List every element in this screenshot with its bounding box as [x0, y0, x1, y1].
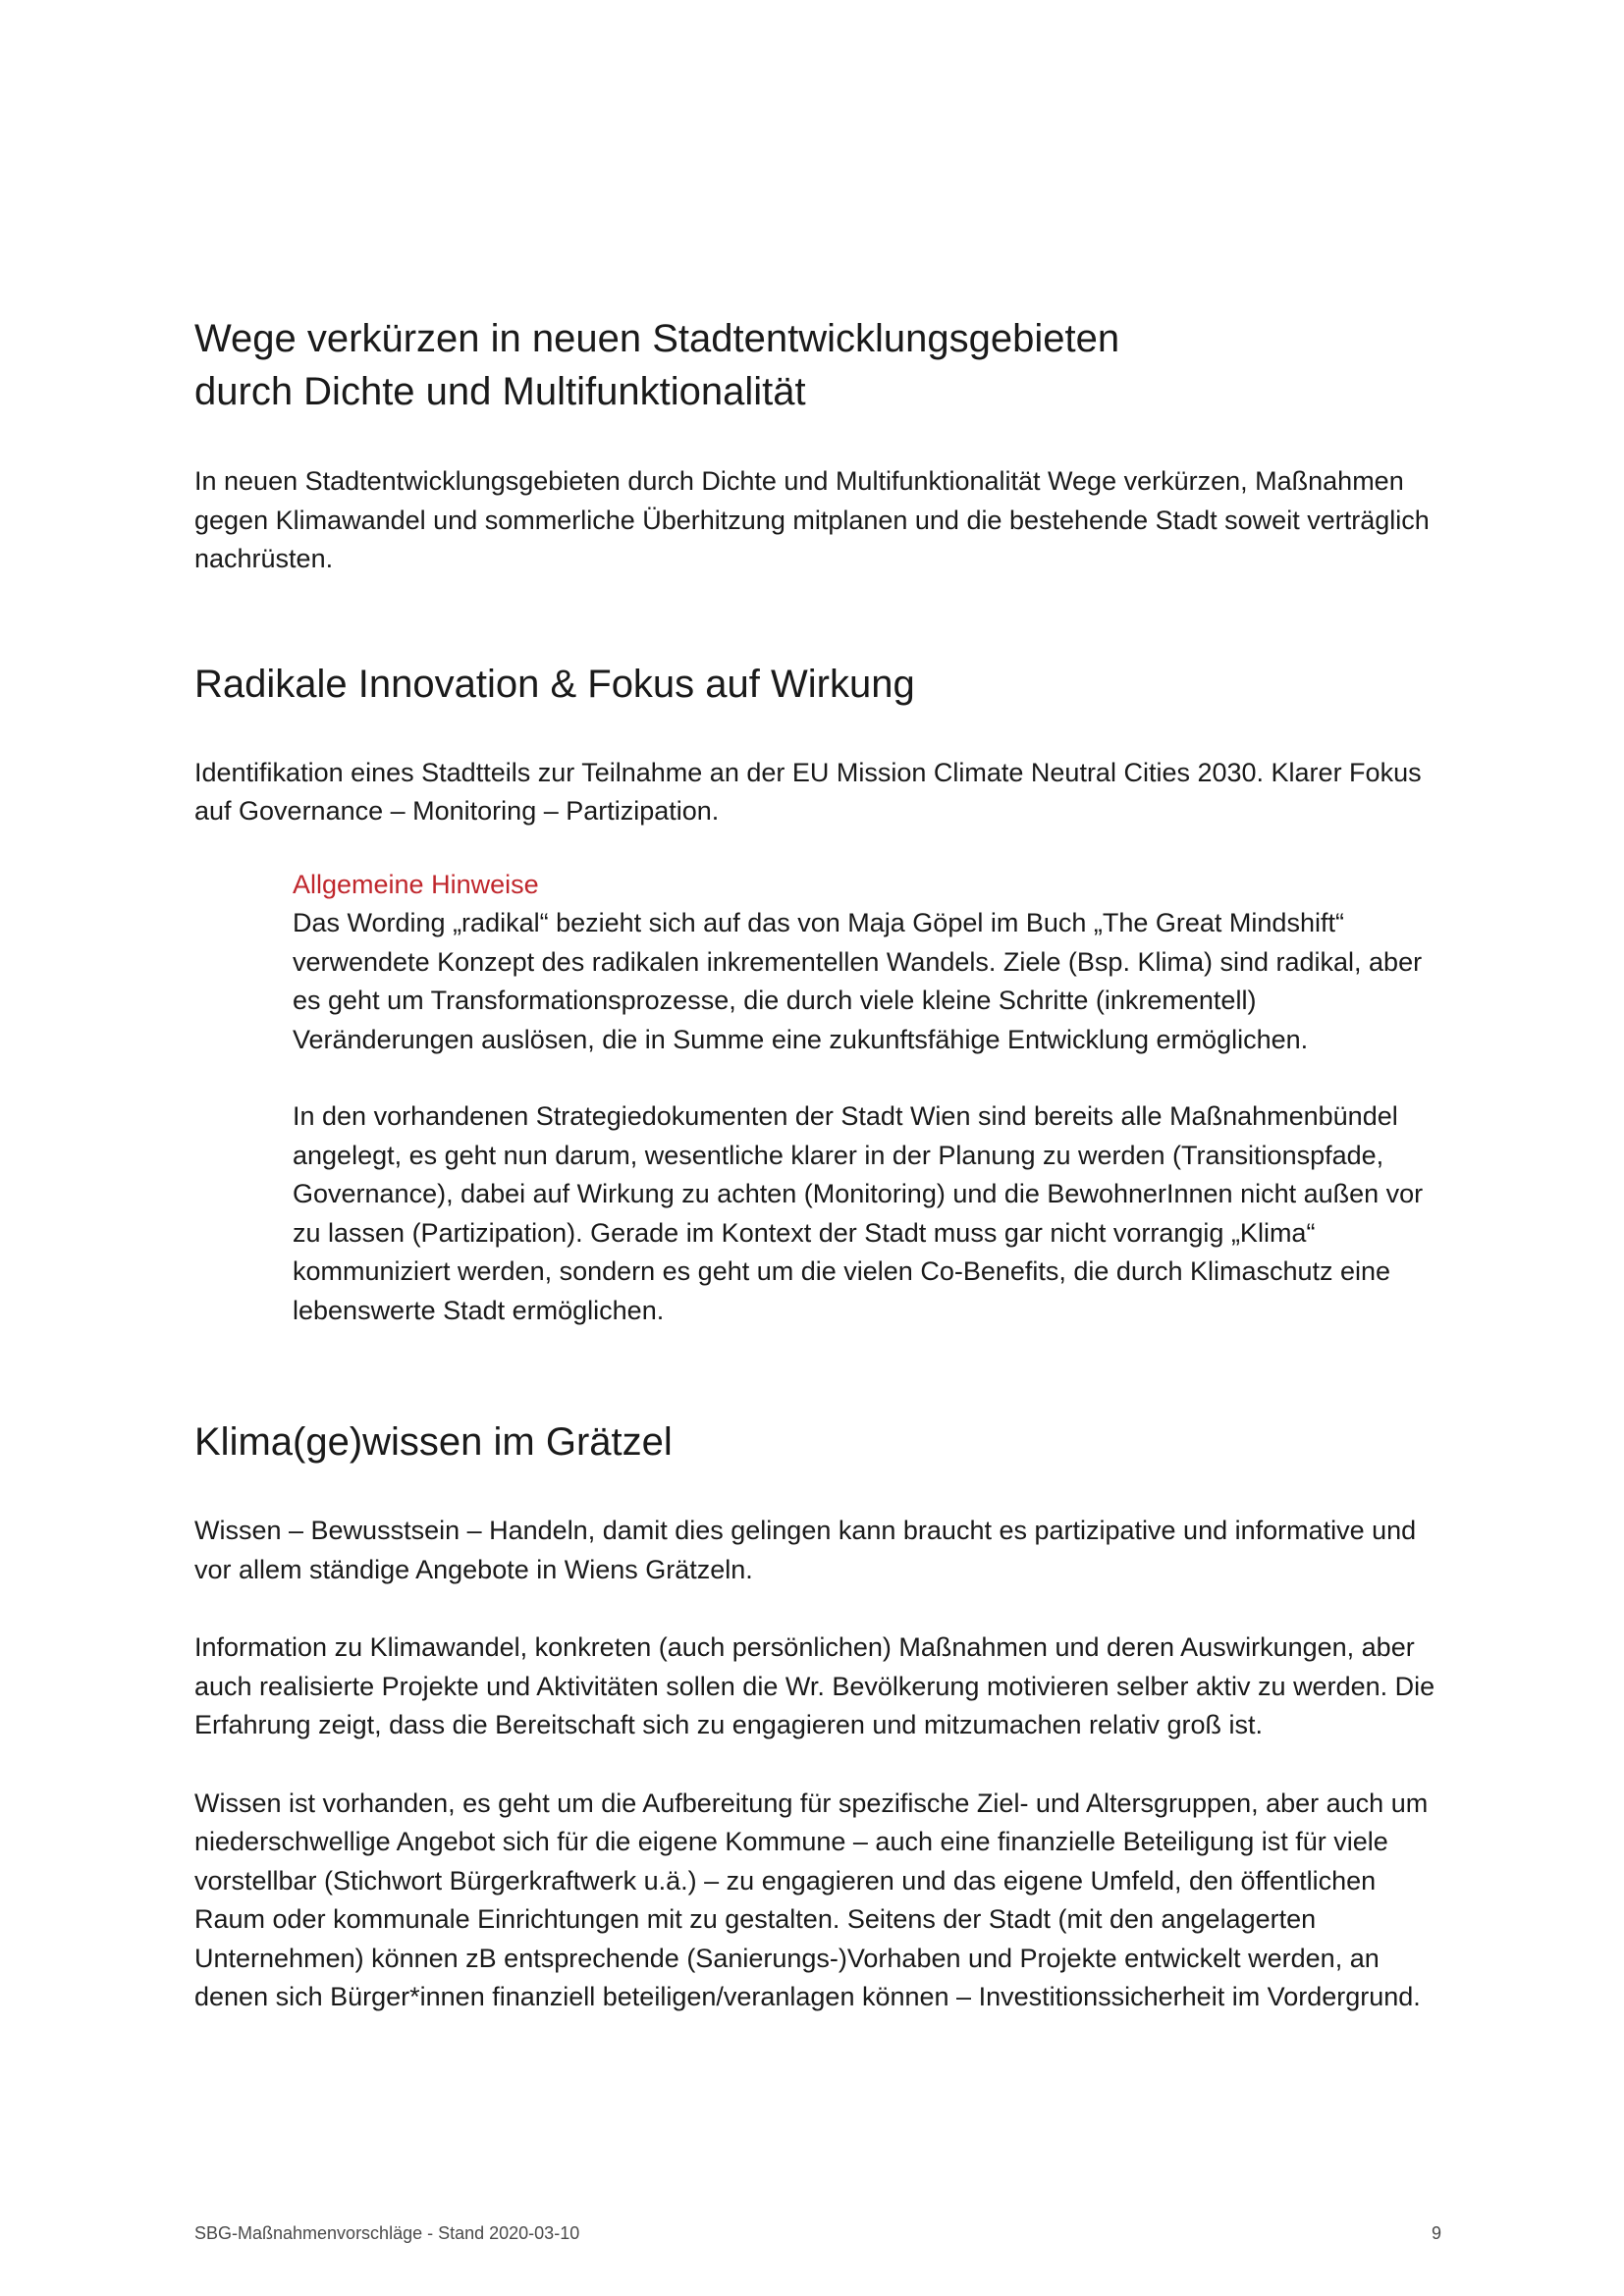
general-notes-paragraph-2: In den vorhandenen Strategiedokumenten der Stadt Wien sind bereits alle Maßnahmenbündel angelegt, es geht nun darum, wesentliche klarer in der Planung zu werden (Transitionspfade, Governance), dabei auf Wirkung zu achten (Monitoring) und die BewohnerInnen nicht außen vor zu lassen (Partizipation). Gerade im Kontext der Stadt muss gar nicht vorrangig „Klima“ kommuniziert werden, sondern es geht um die vielen Co-Benefits, die durch Klimaschutz eine lebenswerte Stadt ermöglichen.: [293, 1101, 1424, 1325]
section-wege-verkuerzen: [194, 312, 1441, 579]
footer-page-number: 9: [1431, 2223, 1441, 2243]
section-paragraph: Identifikation eines Stadtteils zur Teilnahme an der EU Mission Climate Neutral Cities 2030. Klarer Fokus auf Governance – Monitoring – Partizipation.: [194, 757, 1422, 826]
section-title-line-2: durch Dichte und Multifunktionalität: [194, 370, 806, 413]
section-title: [194, 312, 1441, 418]
footer-document-label: SBG-Maßnahmenvorschläge - Stand 2020-03-10: [194, 2223, 580, 2243]
section-paragraph: In neuen Stadtentwicklungsgebieten durch Dichte und Multifunktionalität Wege verkürzen, Maßnahmen gegen Klimawandel und sommerliche Überhitzung mitplanen und die bestehende Stadt soweit verträglich nachrüsten.: [194, 466, 1430, 573]
section-radikale-innovation: [194, 658, 1441, 1331]
section-paragraph-2: Information zu Klimawandel, konkreten (auch persönlichen) Maßnahmen und deren Auswirkungen, aber auch realisierte Projekte und Aktivitäten sollen die Wr. Bevölkerung motivieren selber aktiv zu werden. Die Erfahrung zeigt, dass die Bereitschaft sich zu engagieren und mitzumachen relativ groß ist.: [194, 1632, 1435, 1739]
general-notes-heading: Allgemeine Hinweise: [293, 869, 539, 899]
section-paragraph-1: Wissen – Bewusstsein – Handeln, damit dies gelingen kann braucht es partizipative und informative und vor allem ständige Angebote in Wiens Grätzeln.: [194, 1516, 1417, 1584]
section-klimawissen: [194, 1415, 1441, 2017]
section-title: Klima(ge)wissen im Grätzel: [194, 1420, 673, 1464]
section-title-line-1: Wege verkürzen in neuen Stadtentwicklungsgebieten: [194, 317, 1120, 360]
general-notes-block: [293, 866, 1441, 1331]
page-content: [194, 312, 1441, 2017]
section-paragraph-3: Wissen ist vorhanden, es geht um die Aufbereitung für spezifische Ziel- und Altersgruppen, aber auch um niederschwellige Angebot sich für die eigene Kommune – auch eine finanzielle Beteiligung ist für viele vorstellbar (Stichwort Bürgerkraftwerk u.ä.) – zu engagieren und das eigene Umfeld, den öffentlichen Raum oder kommunale Einrichtungen mit zu gestalten. Seitens der Stadt (mit den angelagerten Unternehmen) können zB entsprechende (Sanierungs-)Vorhaben und Projekte entwickelt werden, an denen sich Bürger*innen finanziell beteiligen/veranlagen können – Investitionssicherheit im Vordergrund.: [194, 1788, 1429, 2011]
page-footer: [194, 2221, 1441, 2245]
section-title: Radikale Innovation & Fokus auf Wirkung: [194, 662, 915, 706]
general-notes-paragraph-1: Das Wording „radikal“ bezieht sich auf das von Maja Göpel im Buch „The Great Mindshift“ verwendete Konzept des radikalen inkrementellen Wandels. Ziele (Bsp. Klima) sind radikal, aber es geht um Transformationsprozesse, die durch viele kleine Schritte (inkrementell) Veränderungen auslösen, die in Summe eine zukunftsfähige Entwicklung ermöglichen.: [293, 908, 1423, 1054]
